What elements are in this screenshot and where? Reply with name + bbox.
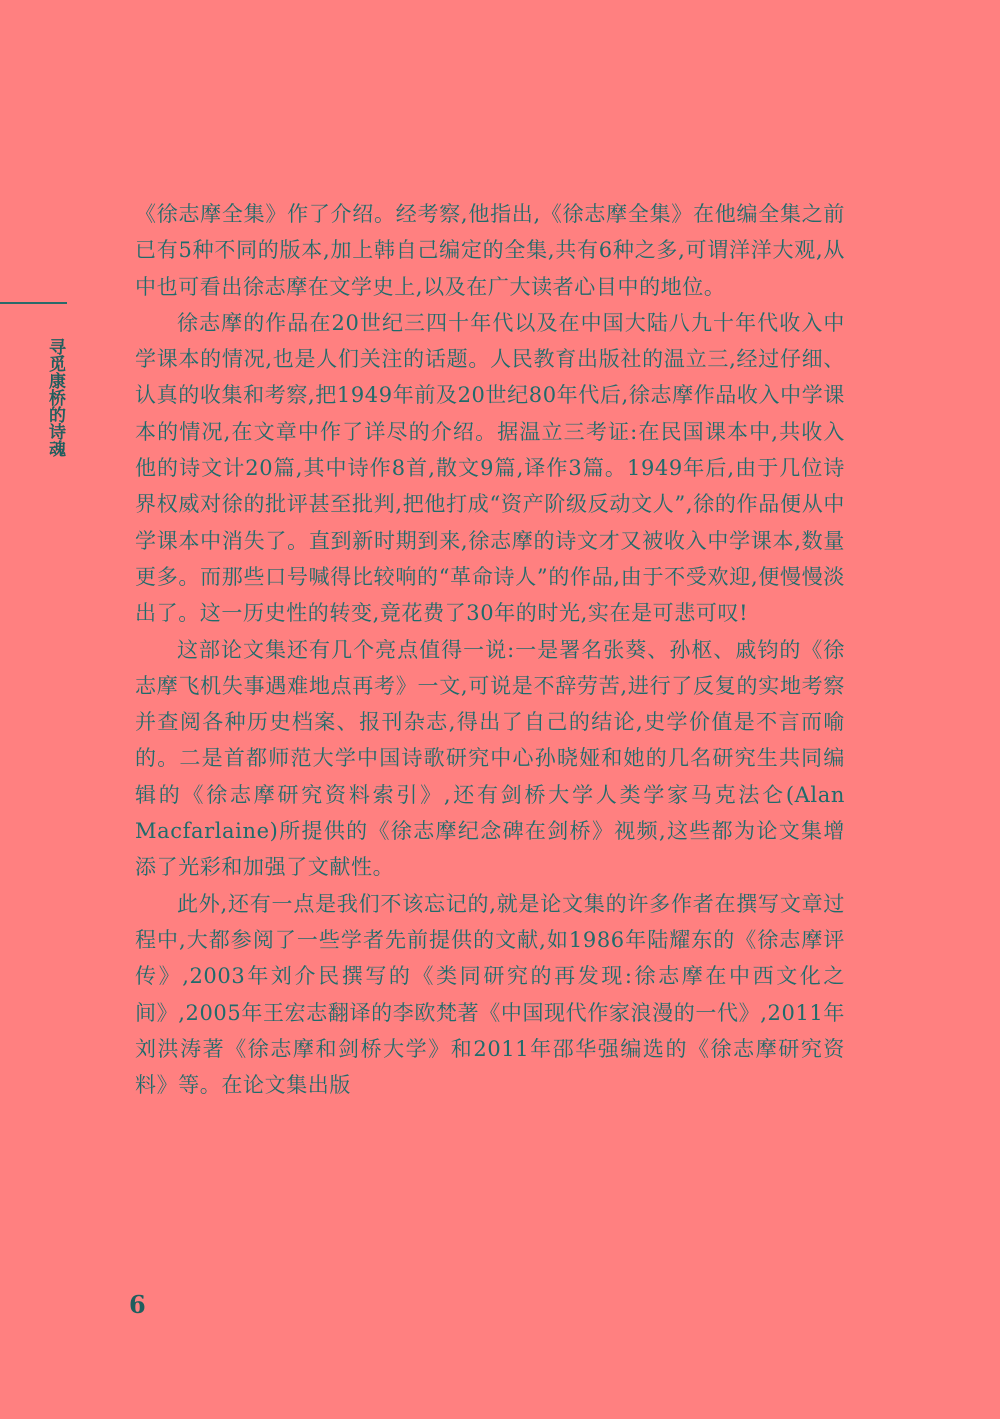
paragraph: 徐志摩的作品在20世纪三四十年代以及在中国大陆八九十年代收入中学课本的情况,也是人们关注的话题。人民教育出版社的温立三,经过仔细、认真的收集和考察,把1949年前及20世纪80年代后,徐志摩作品收入中学课本的情况,在文章中作了详尽的介绍。据温立三考证:在民国课本中,共收入他的诗文计20篇,其中诗作8首,散文9篇,译作3篇。1949年后,由于几位诗界权威对徐的批评甚至批判,把他打成“资产阶级反动文人”,徐的作品便从中学课本中消失了。直到新时期到来,徐志摩的诗文才又被收入中学课本,数量更多。而那些口号喊得比较响的“革命诗人”的作品,由于不受欢迎,便慢慢淡出了。这一历史性的转变,竟花费了30年的时光,实在是可悲可叹! (135, 310, 845, 626)
paragraph: 此外,还有一点是我们不该忘记的,就是论文集的许多作者在撰写文章过程中,大都参阅了一些学者先前提供的文献,如1986年陆耀东的《徐志摩评传》,2003年刘介民撰写的《类同研究的再发现:徐志摩在中西文化之间》,2005年王宏志翻译的李欧梵著《中国现代作家浪漫的一代》,2011年刘洪涛著《徐志摩和剑桥大学》和2011年邵华强编选的《徐志摩研究资料》等。在论文集出版 (135, 891, 845, 1098)
paragraph: 《徐志摩全集》作了介绍。经考察,他指出,《徐志摩全集》在他编全集之前已有5种不同的版本,加上韩自己编定的全集,共有6种之多,可谓洋洋大观,从中也可看出徐志摩在文学史上,以及在广大读者心目中的地位。 (135, 202, 845, 299)
margin-rule (0, 302, 67, 304)
running-title: 寻觅康桥的诗魂 (45, 338, 65, 457)
page-number: 6 (129, 1290, 146, 1319)
paragraph: 这部论文集还有几个亮点值得一说:一是署名张葵、孙枢、戚钧的《徐志摩飞机失事遇难地点再考》一文,可说是不辞劳苦,进行了反复的实地考察并查阅各种历史档案、报刊杂志,得出了自己的结论,史学价值是不言而喻的。二是首都师范大学中国诗歌研究中心孙晓娅和她的几名研究生共同编辑的《徐志摩研究资料索引》,还有剑桥大学人类学家马克法仑(Alan Macfarlaine)所提供的《徐志摩纪念碑在剑桥》视频,这些都为论文集增添了光彩和加强了文献性。 (135, 637, 845, 880)
body-text (135, 196, 845, 1103)
